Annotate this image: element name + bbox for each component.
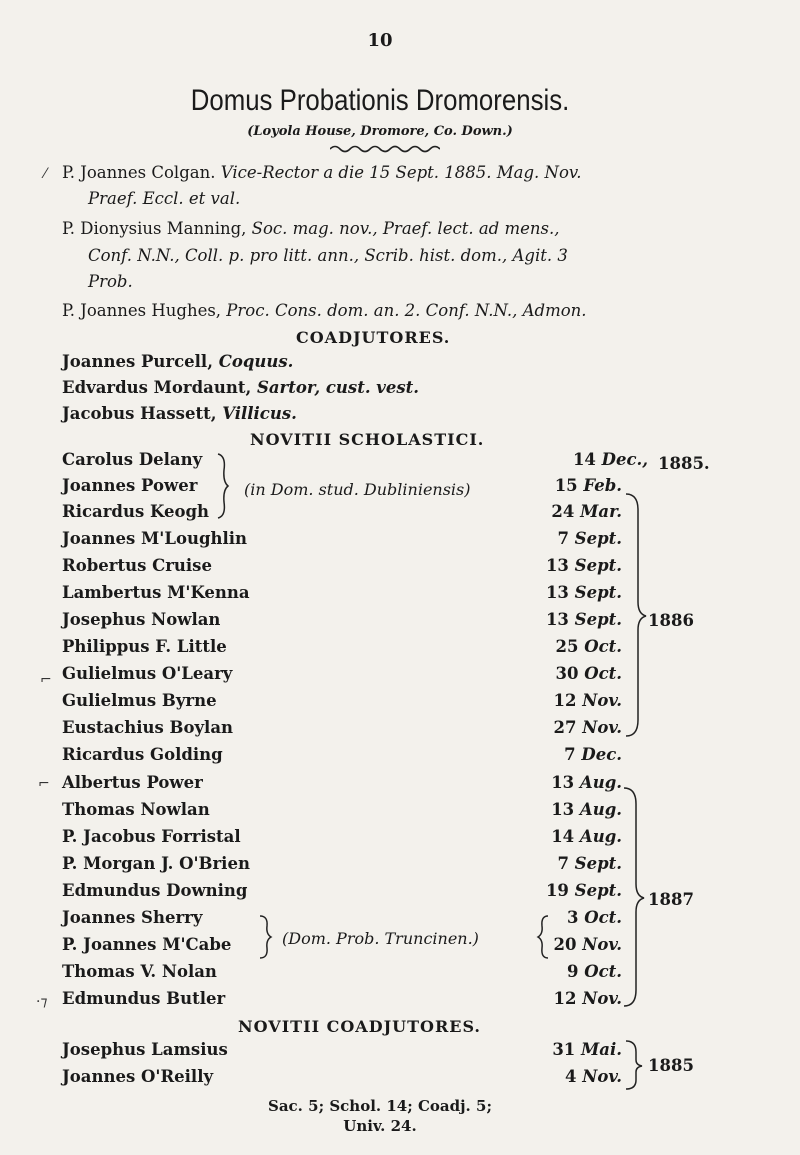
year-1885-coadj-label: 1885 — [648, 1056, 694, 1075]
wavy-divider-icon — [330, 144, 440, 154]
novice-month: Nov. — [582, 1067, 622, 1086]
novice-date — [0, 718, 622, 737]
novice-name: Ricardus Keogh — [62, 502, 209, 521]
margin-mark-icon: ·⁊ — [36, 994, 48, 1010]
novice-month: Sept. — [574, 556, 622, 575]
novice-month: Sept. — [574, 610, 622, 629]
father-name: P. Joannes Colgan. — [62, 163, 216, 182]
father-entry — [62, 301, 587, 320]
novice-name: Thomas Nowlan — [62, 800, 210, 819]
novice-day: 13 — [551, 773, 575, 792]
coadjutor-row: Jacobus Hassett, Villicus. — [62, 404, 297, 423]
page-title: Domus Probationis Dromorensis. — [190, 84, 570, 117]
section-heading-novitii-scholastici: NOVITII SCHOLASTICI. — [250, 430, 485, 449]
note-truncinen: (Dom. Prob. Truncinen.) — [282, 929, 479, 948]
novice-day: 13 — [551, 800, 575, 819]
novice-date — [0, 989, 622, 1008]
novice-date — [0, 881, 622, 900]
novice-month: Dec. — [581, 745, 622, 764]
novice-date — [0, 773, 622, 792]
novice-name: Gulielmus Byrne — [62, 691, 217, 710]
novice-date — [0, 583, 622, 602]
page-number: 10 — [367, 30, 393, 51]
novice-name: Philippus F. Little — [62, 637, 227, 656]
novice-date — [0, 664, 622, 683]
father-office-cont: Conf. N.N., Coll. p. pro litt. ann., Scrib. hist. dom., Agit. 3 — [88, 246, 568, 265]
novice-day: 9 — [566, 962, 579, 981]
novice-day: 25 — [555, 637, 579, 656]
novice-date — [0, 962, 622, 981]
novice-day: 7 — [564, 745, 576, 764]
novice-month: Oct. — [584, 962, 622, 981]
novice-date — [0, 610, 622, 629]
father-entry — [62, 163, 582, 182]
novice-name: Robertus Cruise — [62, 556, 212, 575]
novice-name: P. Joannes M'Cabe — [62, 935, 232, 954]
novice-month: Dec., — [601, 450, 648, 469]
novice-name: Ricardus Golding — [62, 745, 223, 764]
novice-day: 27 — [553, 718, 577, 737]
novice-name: Edmundus Butler — [62, 989, 226, 1008]
brace-truncinen-right — [536, 912, 552, 962]
novice-name: Thomas V. Nolan — [62, 962, 217, 981]
summary-line-2: Univ. 24. — [343, 1117, 417, 1135]
father-name: P. Dionysius Manning, — [62, 219, 247, 238]
section-heading-novitii-coadjutores: NOVITII COADJUTORES. — [238, 1017, 481, 1036]
novice-name: Edmundus Downing — [62, 881, 248, 900]
novice-day: 13 — [545, 583, 569, 602]
novice-day: 12 — [553, 691, 577, 710]
father-entry — [62, 219, 559, 238]
novice-month: Nov. — [582, 989, 622, 1008]
father-office: Proc. Cons. dom. an. 2. Conf. N.N., Admon. — [226, 301, 587, 320]
novice-name: Lambertus M'Kenna — [62, 583, 250, 602]
coadjutor-novice-date — [0, 1067, 622, 1086]
novice-name: Josephus Nowlan — [62, 610, 221, 629]
novice-month: Aug. — [579, 827, 622, 846]
coadjutor-row: Edvardus Mordaunt, Sartor, cust. vest. — [62, 378, 420, 397]
novice-day: 15 — [554, 476, 578, 495]
novice-name: Joannes M'Loughlin — [62, 529, 248, 548]
novice-month: Nov. — [582, 691, 622, 710]
novice-day: 3 — [566, 908, 579, 927]
coadjutor-novice-name: Joannes O'Reilly — [62, 1067, 214, 1086]
novice-day: 12 — [553, 989, 577, 1008]
margin-mark-icon: ⌐ — [40, 672, 52, 688]
novice-name: Carolus Delany — [62, 450, 203, 469]
novice-month: Nov. — [582, 935, 622, 954]
brace-1885 — [624, 1038, 646, 1092]
novice-date — [0, 529, 622, 548]
note-dublin: (in Dom. stud. Dubliniensis) — [244, 480, 471, 499]
year-1887-label: 1887 — [648, 890, 694, 909]
coadjutor-novice-name: Josephus Lamsius — [62, 1040, 228, 1059]
novice-month: Sept. — [574, 529, 622, 548]
novice-day: 13 — [545, 556, 569, 575]
father-office: Soc. mag. nov., Praef. lect. ad mens., — [251, 219, 560, 238]
novice-day: 7 — [557, 529, 569, 548]
margin-mark-icon: ⁄ — [44, 166, 47, 182]
novice-day: 4 — [565, 1067, 577, 1086]
novice-month: Feb. — [583, 476, 622, 495]
novice-name: Joannes Sherry — [62, 908, 203, 927]
novice-date — [0, 502, 622, 521]
father-office: Vice-Rector a die 15 Sept. 1885. Mag. Nov. — [220, 163, 582, 182]
father-office-cont: Prob. — [88, 272, 133, 291]
margin-mark-icon: ⌐ — [38, 776, 50, 792]
novice-name: Gulielmus O'Leary — [62, 664, 233, 683]
novice-date — [0, 854, 622, 873]
novice-day: 20 — [553, 935, 577, 954]
novice-date — [0, 450, 648, 469]
novice-month: Sept. — [574, 881, 622, 900]
coadjutor-novice-date — [0, 1040, 622, 1059]
novice-month: Oct. — [584, 637, 622, 656]
coadjutor-row: Joannes Purcell, Coquus. — [62, 352, 294, 371]
brace-truncinen-left — [256, 912, 276, 962]
novice-day: 24 — [551, 502, 575, 521]
novice-name: Joannes Power — [62, 476, 198, 495]
brace-1886 — [624, 490, 650, 740]
novice-day: 31 — [552, 1040, 576, 1059]
novice-month: Mai. — [581, 1040, 622, 1059]
novice-name: P. Morgan J. O'Brien — [62, 854, 250, 873]
novice-date — [0, 908, 622, 927]
novice-day: 13 — [545, 610, 569, 629]
novice-date — [0, 637, 622, 656]
novice-month: Sept. — [574, 854, 622, 873]
year-1886-label: 1886 — [648, 611, 694, 630]
father-office-cont: Praef. Eccl. et val. — [88, 189, 241, 208]
father-name: P. Joannes Hughes, — [62, 301, 222, 320]
novice-date — [0, 745, 622, 764]
novice-name: P. Jacobus Forristal — [62, 827, 241, 846]
novice-day: 14 — [572, 450, 596, 469]
novice-date — [0, 827, 622, 846]
year-1885-label: 1885. — [658, 454, 710, 473]
novice-day: 30 — [555, 664, 579, 683]
novice-month: Oct. — [584, 908, 622, 927]
section-heading-coadjutores: COADJUTORES. — [296, 328, 451, 347]
page-subtitle: (Loyola House, Dromore, Co. Down.) — [247, 124, 513, 139]
novice-month: Oct. — [584, 664, 622, 683]
novice-day: 14 — [551, 827, 575, 846]
novice-date — [0, 800, 622, 819]
novice-day: 19 — [545, 881, 569, 900]
summary-line-1: Sac. 5; Schol. 14; Coadj. 5; — [268, 1097, 492, 1115]
novice-name: Eustachius Boylan — [62, 718, 234, 737]
novice-name: Albertus Power — [62, 773, 203, 792]
novice-date — [0, 556, 622, 575]
novice-month: Nov. — [582, 718, 622, 737]
brace-dublin — [214, 452, 234, 520]
novice-date — [0, 691, 622, 710]
novice-month: Mar. — [580, 502, 622, 521]
novice-day: 7 — [557, 854, 569, 873]
novice-month: Aug. — [579, 773, 622, 792]
brace-1887 — [620, 784, 648, 1010]
novice-month: Sept. — [574, 583, 622, 602]
novice-month: Aug. — [579, 800, 622, 819]
